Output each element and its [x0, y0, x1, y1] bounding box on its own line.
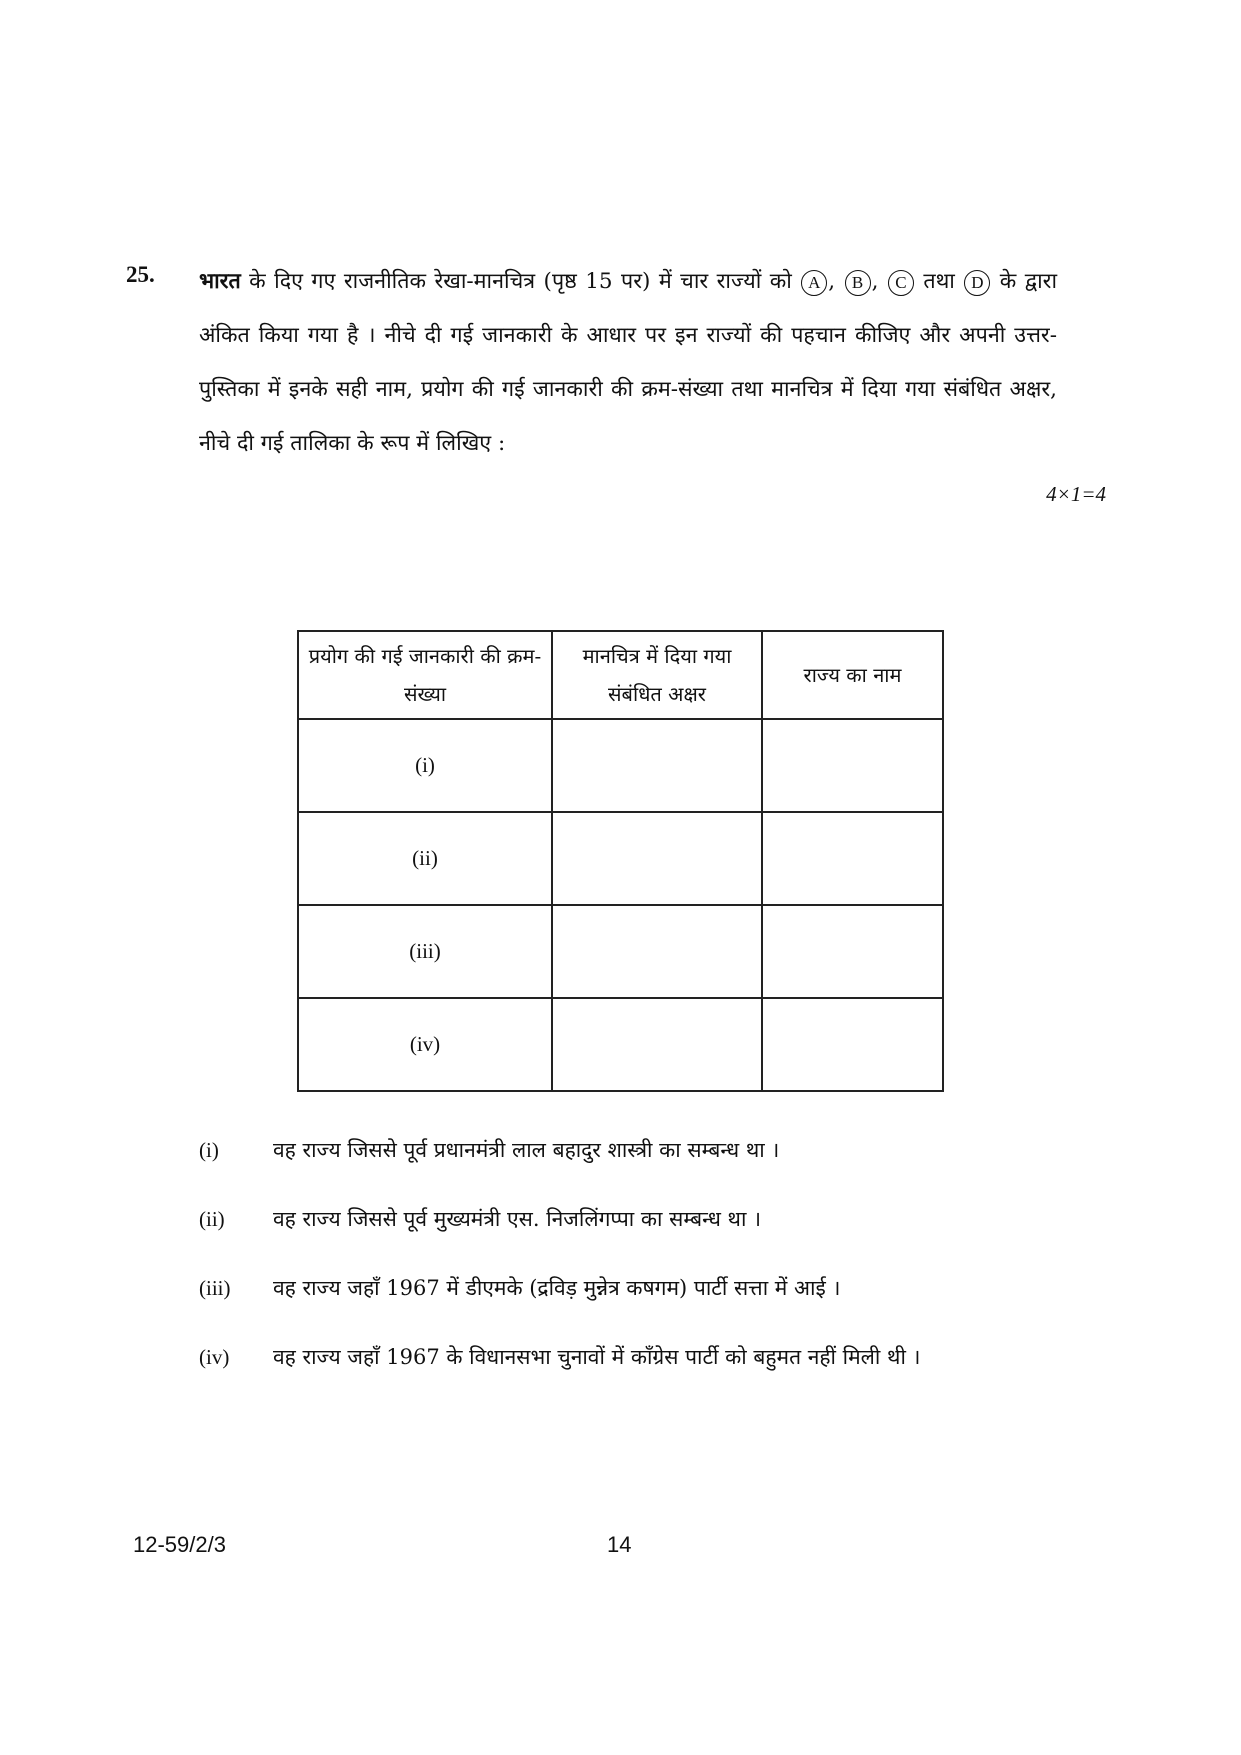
question-bold-word: भारत: [199, 269, 241, 294]
table-header-row: [298, 631, 943, 719]
table-cell-letter: [552, 812, 762, 905]
comma-2: ,: [871, 269, 887, 294]
table-row: [298, 812, 943, 905]
paper-code: 12-59/2/3: [133, 1532, 226, 1557]
info-item-number: (ii): [199, 1207, 225, 1231]
marks-allocation: 4×1=4: [1046, 482, 1106, 506]
page-number: 14: [607, 1532, 632, 1557]
table-header-state: राज्य का नाम: [762, 631, 943, 719]
circle-label-c: C: [888, 270, 914, 296]
answer-table: [297, 630, 944, 1092]
circle-label-b: B: [845, 270, 871, 296]
info-item-number: (iii): [199, 1276, 231, 1300]
question-text-tatha: तथा: [923, 269, 955, 294]
table-cell-state: [762, 998, 943, 1091]
table-cell-serial: (iii): [298, 905, 552, 998]
circle-label-a: A: [801, 270, 827, 296]
table-row: [298, 998, 943, 1091]
table-cell-serial: (iv): [298, 998, 552, 1091]
table-cell-state: [762, 812, 943, 905]
circle-label-d: D: [964, 270, 990, 296]
question-text-part2: के द्वारा अंकित किया गया है । नीचे दी गई जानकारी के आधार पर इन राज्यों की पहचान कीजिए और अपनी उत्तर-पुस्तिका में इनके सही नाम, प्रयोग की गई जानकारी की क्रम-संख्या तथा मानचित्र में दिया गया संबंधित अक्षर, नीचे दी गई तालिका के रूप में लिखिए :: [199, 269, 1058, 456]
table-cell-serial: (ii): [298, 812, 552, 905]
info-item-text: वह राज्य जिससे पूर्व प्रधानमंत्री लाल बहादुर शास्त्री का सम्बन्ध था ।: [273, 1138, 780, 1162]
question-text: [199, 255, 1057, 471]
table-cell-letter: [552, 719, 762, 812]
table-cell-letter: [552, 998, 762, 1091]
info-item-text: वह राज्य जिससे पूर्व मुख्यमंत्री एस. निजलिंगप्पा का सम्बन्ध था ।: [273, 1207, 762, 1231]
table-cell-state: [762, 905, 943, 998]
info-item-number: (iv): [199, 1345, 230, 1369]
table-header-letter: मानचित्र में दिया गया संबंधित अक्षर: [552, 631, 762, 719]
table-row: [298, 905, 943, 998]
table-cell-serial: (i): [298, 719, 552, 812]
comma-1: ,: [828, 269, 844, 294]
info-item-text: वह राज्य जहाँ 1967 में डीएमके (द्रविड़ मुन्नेत्र कषगम) पार्टी सत्ता में आई ।: [273, 1276, 841, 1300]
table-cell-state: [762, 719, 943, 812]
table-row: [298, 719, 943, 812]
table-cell-letter: [552, 905, 762, 998]
question-text-part1: के दिए गए राजनीतिक रेखा-मानचित्र (पृष्ठ 15 पर) में चार राज्यों को: [240, 269, 801, 294]
question-number: 25.: [126, 262, 155, 287]
info-item-number: (i): [199, 1138, 219, 1162]
table-header-serial: प्रयोग की गई जानकारी की क्रम-संख्या: [298, 631, 552, 719]
info-item-text: वह राज्य जहाँ 1967 के विधानसभा चुनावों में काँग्रेस पार्टी को बहुमत नहीं मिली थी ।: [273, 1345, 921, 1369]
